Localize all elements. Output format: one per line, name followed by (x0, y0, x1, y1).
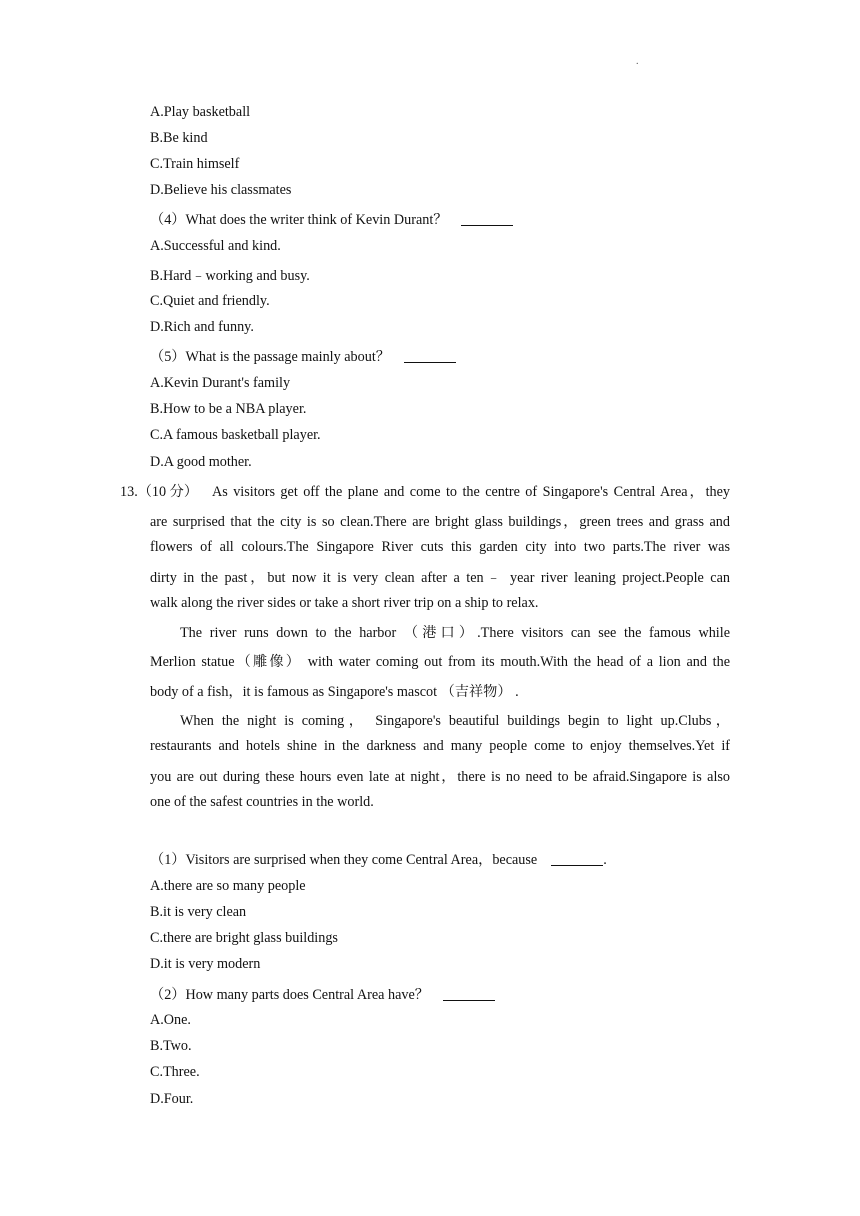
page-marker: . (636, 56, 639, 67)
option-d: D.A good mother. (150, 454, 252, 470)
passage-line: Merlion statue（雕像） with water coming out from its mouth.With the head of a lion and the (150, 654, 730, 670)
option-a: A.Kevin Durant's family (150, 375, 291, 391)
passage-line: you are out during these hours even late at night，there is no need to be afraid.Singapore is also (150, 769, 730, 785)
option-a: A.One. (150, 1012, 191, 1028)
question-5 (150, 346, 456, 366)
passage-line: are surprised that the city is so clean.There are bright glass buildings，green trees and grass and (150, 514, 730, 530)
passage-line: one of the safest countries in the world. (150, 794, 374, 810)
answer-blank (551, 853, 603, 866)
option-d: D.Believe his classmates (150, 182, 292, 198)
passage-line: dirty in the past，but now it is very clean after a ten﹣ year river leaning project.People can (150, 570, 730, 586)
answer-blank (404, 350, 456, 363)
option-d: D.Rich and funny. (150, 319, 254, 335)
question-13-2 (150, 984, 495, 1004)
question-suffix: . (603, 852, 607, 868)
answer-blank (461, 213, 513, 226)
option-d: D.it is very modern (150, 956, 261, 972)
option-c: C.Train himself (150, 156, 240, 172)
option-b: B.Two. (150, 1038, 192, 1054)
passage-line: The river runs down to the harbor （港口）.There visitors can see the famous while (180, 625, 730, 641)
passage-line: flowers of all colours.The Singapore River cuts this garden city into two parts.The river was (150, 539, 730, 555)
option-b: B.How to be a NBA player. (150, 401, 307, 417)
option-d: D.Four. (150, 1091, 194, 1107)
option-a: A.there are so many people (150, 878, 306, 894)
option-c: C.Three. (150, 1064, 200, 1080)
option-c: C.there are bright glass buildings (150, 930, 338, 946)
passage-line: walk along the river sides or take a short river trip on a ship to relax. (150, 595, 539, 611)
passage-line: restaurants and hotels shine in the darkness and many people come to enjoy themselves.Yet if (150, 738, 730, 754)
option-b: B.Be kind (150, 130, 208, 146)
question-4-prompt: （4）What does the writer think of Kevin Durant？ (150, 212, 448, 228)
question-13-1 (150, 849, 607, 869)
passage-line: When the night is coming， Singapore's beautiful buildings begin to light up.Clubs， (180, 713, 730, 729)
question-4 (150, 209, 513, 229)
option-b: B.it is very clean (150, 904, 247, 920)
option-c: C.Quiet and friendly. (150, 293, 270, 309)
option-b: B.Hard﹣working and busy. (150, 268, 310, 284)
option-a: A.Play basketball (150, 104, 251, 120)
passage-line: body of a fish，it is famous as Singapore's mascot （吉祥物） . (150, 684, 519, 700)
option-a: A.Successful and kind. (150, 238, 281, 254)
option-c: C.A famous basketball player. (150, 427, 321, 443)
answer-blank (443, 988, 495, 1001)
question-prompt: （2）How many parts does Central Area have？ (150, 987, 429, 1003)
question-5-prompt: （5）What is the passage mainly about？ (150, 349, 390, 365)
question-13-number: 13.（10 分） (120, 484, 199, 500)
question-prompt: （1）Visitors are surprised when they come Central Area，because (150, 852, 538, 868)
passage-line: As visitors get off the plane and come to the centre of Singapore's Central Area，they (212, 484, 730, 500)
